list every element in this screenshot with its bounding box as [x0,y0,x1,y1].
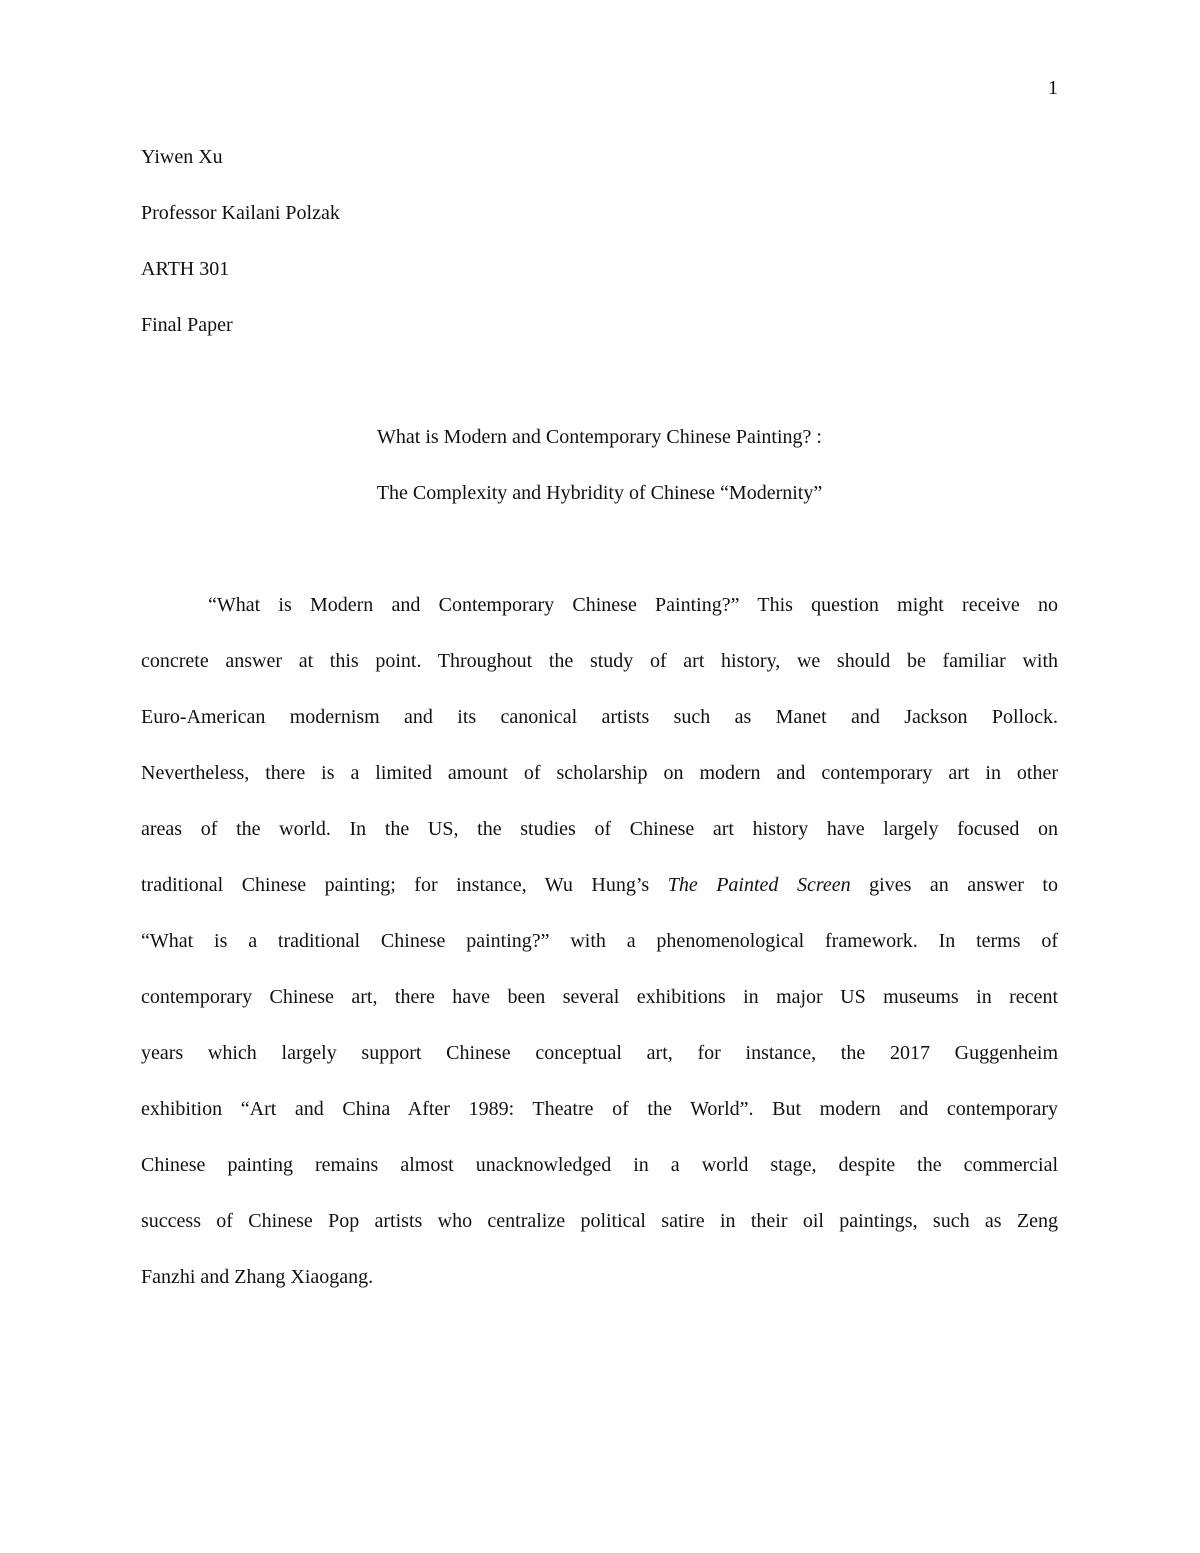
title-line-2: The Complexity and Hybridity of Chinese “Modernity” [376,482,823,504]
paragraph-line: contemporary Chinese art, there have been several exhibitions in major US museums in recent [141,986,1058,1008]
text-segment: gives an answer to [850,874,1058,896]
course-code: ARTH 301 [141,258,230,280]
paragraph-line: exhibition “Art and China After 1989: Theatre of the World”. But modern and contemporary [141,1098,1058,1120]
paragraph-line: concrete answer at this point. Throughout the study of art history, we should be familiar with [141,650,1058,672]
paragraph-line: “What is Modern and Contemporary Chinese Painting?” This question might receive no [208,594,1058,616]
author-name: Yiwen Xu [141,146,223,168]
page-number: 1 [1048,77,1058,99]
paragraph-line: Euro-American modernism and its canonical artists such as Manet and Jackson Pollock. [141,706,1058,728]
book-title: The Painted Screen [667,874,851,896]
paragraph-line: areas of the world. In the US, the studies of Chinese art history have largely focused on [141,818,1058,840]
professor-name: Professor Kailani Polzak [141,202,340,224]
assignment-name: Final Paper [141,314,233,336]
paragraph-line: Chinese painting remains almost unacknowledged in a world stage, despite the commercial [141,1154,1058,1176]
paragraph-line: “What is a traditional Chinese painting?” with a phenomenological framework. In terms of [141,930,1058,952]
paragraph-line: years which largely support Chinese conceptual art, for instance, the 2017 Guggenheim [141,1042,1058,1064]
paragraph-line [141,857,1058,913]
header-block [141,129,1058,353]
body-paragraph [141,577,1058,1305]
title-line-1: What is Modern and Contemporary Chinese Painting? : [377,426,822,448]
paragraph-line: Nevertheless, there is a limited amount of scholarship on modern and contemporary art in other [141,762,1058,784]
paper-title [141,409,1058,521]
text-segment: traditional Chinese painting; for instance, Wu Hung’s [141,874,668,896]
paragraph-line: success of Chinese Pop artists who centralize political satire in their oil paintings, such as Zeng [141,1210,1058,1232]
paragraph-line: Fanzhi and Zhang Xiaogang. [141,1266,374,1288]
